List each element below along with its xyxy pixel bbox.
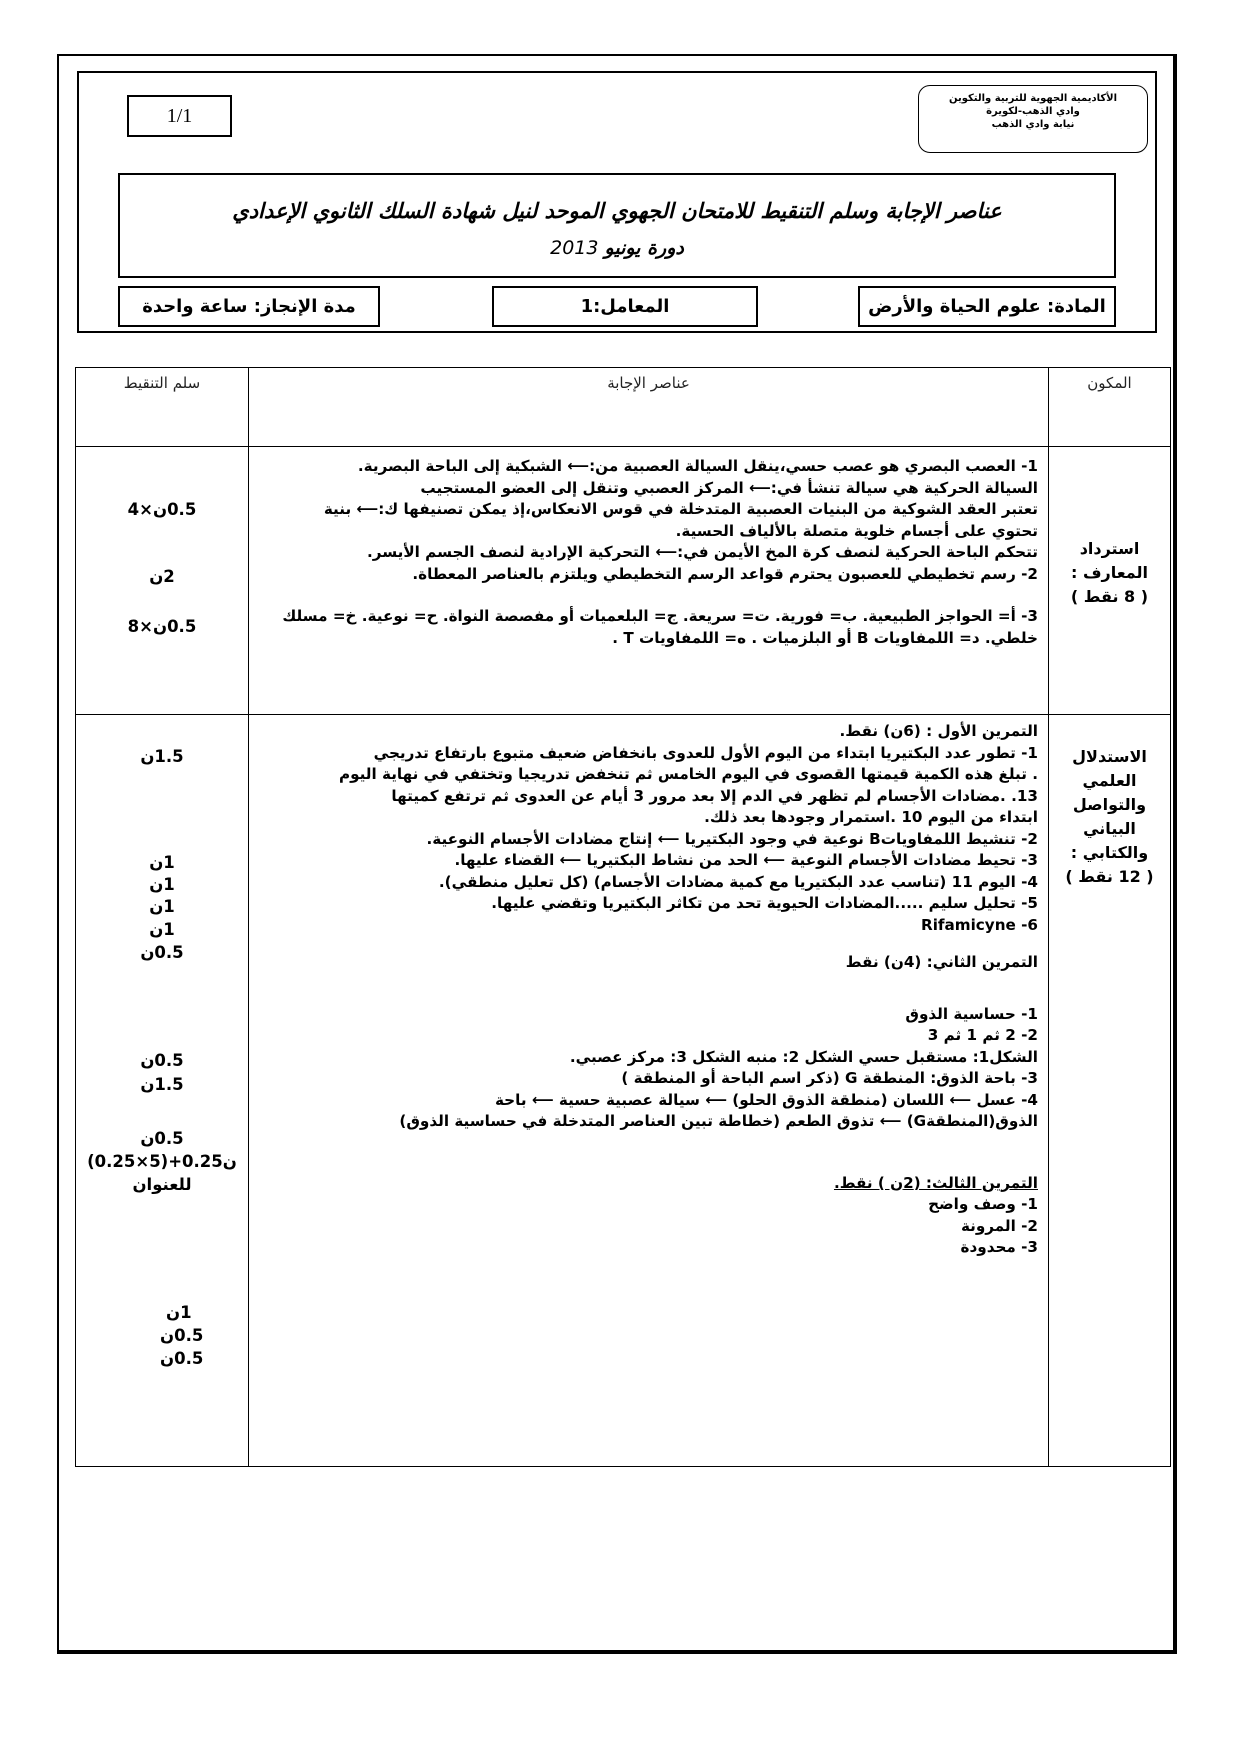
section2-component-line: والكتابي : bbox=[1070, 843, 1149, 862]
answer-line: 6- Rifamicyne bbox=[921, 915, 1038, 934]
score-value: 0.5ن bbox=[160, 1349, 204, 1368]
score-value: للعنوان bbox=[132, 1175, 192, 1194]
section2-component bbox=[1049, 715, 1171, 1467]
header-component: المكون bbox=[1049, 368, 1171, 447]
score-value: 0.5ن bbox=[160, 1326, 204, 1345]
score-value: 1ن bbox=[149, 920, 175, 939]
answer-line: 4- اليوم 11 (تناسب عدد البكتيريا مع كمية مضادات الأجسام) (كل تعليل منطقي). bbox=[438, 872, 1038, 891]
answer-line: 3- أ= الحواجز الطبيعية. ب= فورية. ت= سريعة. ج= البلعميات أو مفصصة النواة. ح= نوعية. خ= مسلك bbox=[282, 607, 1038, 625]
score-value: 0.5ن×4 bbox=[127, 500, 197, 519]
score-value: 1.5ن bbox=[140, 1075, 184, 1094]
section1-component-line: ( 8 نقط ) bbox=[1070, 587, 1149, 606]
section1-scores bbox=[76, 447, 249, 715]
answer-line: 2- رسم تخطيطي للعصبون يحترم قواعد الرسم التخطيطي ويلتزم بالعناصر المعطاة. bbox=[412, 564, 1038, 583]
score-value: (0.25×5)+0.25ن bbox=[87, 1152, 237, 1171]
session-label: دورة يونيو bbox=[604, 237, 684, 259]
answer-line: . تبلغ هذه الكمية قيمتها القصوى في اليوم الخامس ثم تنخفض تدريجيا وتختفي في نهاية اليوم bbox=[338, 765, 1038, 783]
answer-line: 5- تحليل سليم .....المضادات الحيوية تحد من تكاثر البكتيريا وتقضي عليها. bbox=[491, 894, 1038, 912]
subject-box bbox=[858, 286, 1116, 327]
academy-line-1: الأكاديمية الجهوية للتربية والتكوين bbox=[948, 93, 1118, 104]
answer-line: 2- المرونة bbox=[960, 1216, 1038, 1235]
score-value: 1ن bbox=[149, 897, 175, 916]
exercise2-title: التمرين الثاني: (4ن) نقط bbox=[845, 953, 1038, 971]
section1-answers bbox=[249, 447, 1049, 715]
section-reasoning-row bbox=[76, 715, 1171, 1467]
answer-line: 13. .مضادات الأجسام لم تظهر في الدم إلا بعد مرور 3 أيام عن العدوى ثم ترتفع كميتها bbox=[391, 786, 1038, 805]
score-value: 0.5ن bbox=[140, 1129, 184, 1148]
answer-line: 3- محدودة bbox=[960, 1238, 1038, 1256]
answer-line: الذوق(المنطقةG) ⟵ تذوق الطعم (خطاطة تبين العناصر المتدخلة في حساسية الذوق) bbox=[399, 1112, 1038, 1130]
score-value: 0.5ن bbox=[140, 1051, 184, 1070]
score-value: 1ن bbox=[166, 1303, 192, 1322]
answer-line: تحتوي على أجسام خلوية متصلة بالألياف الحسية. bbox=[675, 521, 1038, 540]
exam-session bbox=[120, 237, 1114, 259]
header-scoring: سلم التنقيط bbox=[76, 368, 249, 447]
exam-title: عناصر الإجابة وسلم التنقيط للامتحان الجهوي الموحد لنيل شهادة السلك الثانوي الإعدادي bbox=[232, 199, 1002, 223]
section2-component-line: البياني bbox=[1083, 819, 1136, 838]
section1-component-line: استرداد bbox=[1079, 539, 1140, 558]
duration-box bbox=[118, 286, 380, 327]
coefficient-label: المعامل:1 bbox=[580, 296, 670, 317]
score-value: 1ن bbox=[149, 875, 175, 894]
answer-line: 3- تحيط مضادات الأجسام النوعية ⟵ الحد من نشاط البكتيريا ⟵ القضاء عليها. bbox=[454, 851, 1038, 869]
section2-component-line: العلمي bbox=[1082, 771, 1137, 790]
answer-line: 1- حساسية الذوق bbox=[905, 1004, 1038, 1023]
answer-spacer bbox=[261, 585, 1038, 606]
academy-line-3: نيابة وادي الذهب bbox=[991, 119, 1075, 130]
score-value: 0.5ن×8 bbox=[127, 617, 197, 636]
exercise3-title: التمرين الثالث: (2ن ) نقط. bbox=[833, 1173, 1038, 1192]
answer-line: 2- تنشيط اللمفاوياتB نوعية في وجود البكتيريا ⟵ إنتاج مضادات الأجسام النوعية. bbox=[426, 829, 1038, 848]
exercise1-title: التمرين الأول : (6ن) نقط. bbox=[839, 722, 1038, 740]
score-value: 0.5ن bbox=[140, 943, 184, 962]
section2-scores bbox=[76, 715, 249, 1467]
table-header-row bbox=[76, 368, 1171, 447]
academy-line-2: وادي الذهب-لكويرة bbox=[986, 106, 1080, 117]
section2-component-line: الاستدلال bbox=[1072, 747, 1147, 766]
page-number: 1/1 bbox=[127, 95, 232, 137]
answer-line: 1- تطور عدد البكتيريا ابتداء من اليوم الأول للعدوى بانخفاض ضعيف متبوع بارتفاع تدريجي bbox=[373, 743, 1038, 762]
answer-line: ابتداء من اليوم 10 .استمرار وجودها بعد ذلك. bbox=[704, 808, 1038, 826]
answer-line: 2- 2 ثم 1 ثم 3 bbox=[927, 1026, 1038, 1044]
subject-label: المادة: علوم الحياة والأرض bbox=[868, 296, 1106, 317]
duration-label: مدة الإنجاز: ساعة واحدة bbox=[142, 296, 356, 317]
answer-line: 1- العصب البصري هو عصب حسي،ينقل السيالة العصبية من:⟵ الشبكية إلى الباحة البصرية. bbox=[357, 457, 1038, 475]
answer-line: 4- عسل ⟵ اللسان (منطقة الذوق الحلو) ⟵ سيالة عصبية حسية ⟵ باحة bbox=[494, 1090, 1038, 1109]
score-value: 2ن bbox=[149, 567, 175, 586]
header-answers: عناصر الإجابة bbox=[249, 368, 1049, 447]
answer-table bbox=[75, 367, 1171, 1467]
answer-line: الشكل1: مستقبل حسي الشكل 2: منبه الشكل 3: مركز عصبي. bbox=[569, 1047, 1038, 1066]
session-year: 2013 bbox=[550, 237, 599, 259]
answer-line: تتحكم الباحة الحركية لنصف كرة المخ الأيمن في:⟵ التحركية الإرادية لنصف الجسم الأيسر. bbox=[367, 543, 1038, 561]
score-value: 1.5ن bbox=[140, 747, 184, 766]
section1-component-line: المعارف : bbox=[1070, 563, 1149, 582]
section2-component-line: ( 12 نقط ) bbox=[1065, 867, 1154, 886]
answer-line: 1- وصف واضح bbox=[928, 1195, 1038, 1213]
answer-line: 3- باحة الذوق: المنطقة G (ذكر اسم الباحة أو المنطقة ) bbox=[621, 1069, 1038, 1087]
section-knowledge-row bbox=[76, 447, 1171, 715]
academy-box bbox=[918, 85, 1148, 153]
section2-component-line: والتواصل bbox=[1072, 795, 1147, 814]
section1-component bbox=[1049, 447, 1171, 715]
exam-title-box bbox=[118, 173, 1116, 278]
score-value: 1ن bbox=[149, 853, 175, 872]
section2-answers bbox=[249, 715, 1049, 1467]
answer-line: تعتبر العقد الشوكية من البنيات العصبية المتدخلة في قوس الانعكاس،إذ يمكن تصنيفها ك:⟵ بنية bbox=[323, 500, 1038, 518]
answer-line: السيالة الحركية هي سيالة تنشأ في:⟵ المركز العصبي وتنقل إلى العضو المستجيب bbox=[420, 478, 1038, 497]
coefficient-box bbox=[492, 286, 758, 327]
answer-line: خلطي. د= اللمفاويات B أو البلزميات . ه= اللمفاويات T . bbox=[612, 628, 1038, 647]
